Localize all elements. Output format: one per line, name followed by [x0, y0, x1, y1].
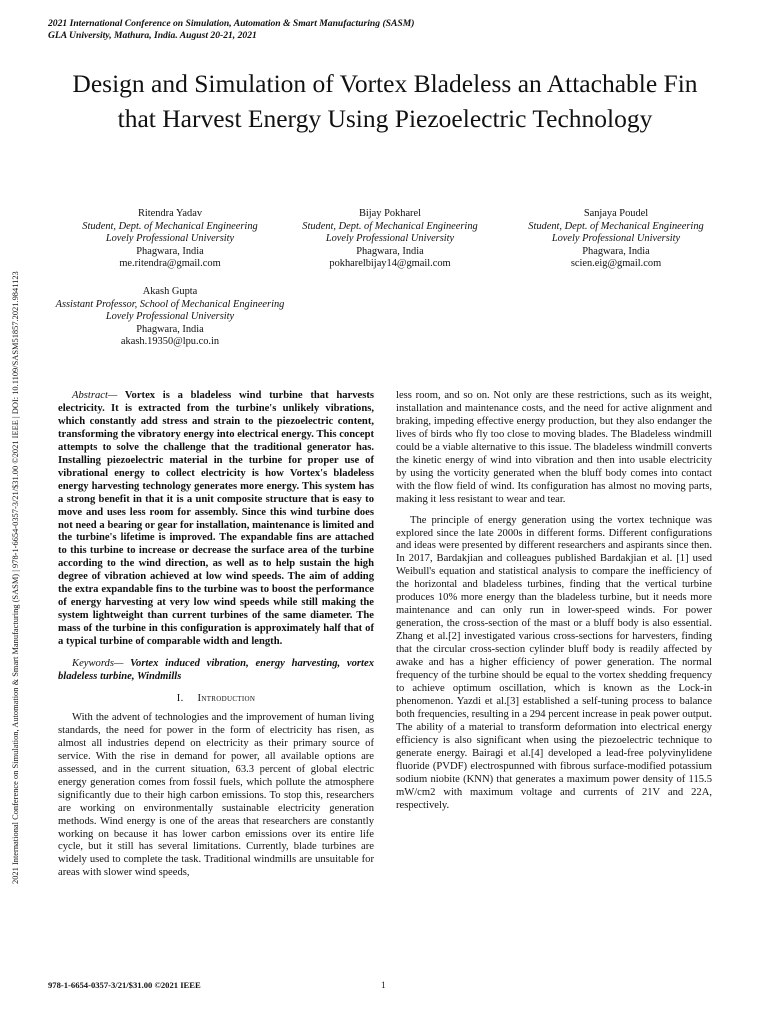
author-email: scien.eig@gmail.com [570, 258, 662, 270]
keywords-paragraph [58, 658, 374, 684]
author-role: Assistant Professor, School of Mechanical Engineering [55, 298, 285, 310]
body-paragraph: With the advent of technologies and the improvement of human living standards, the need for power in the form of electricity has risen, as almost all industries depend on electricity as their primary source of service. With the rise in demand for power, all available options are assessed, and in the current situation, 63.3 percent of global electric energy generation comes from fossil fuels, which pollute the atmosphere significantly due to their high carbon emissions. To stop this, researchers are working on environmentally sustainable electricity generation methods. Wind energy is one of the areas that researchers are constantly working on because it has lower carbon emissions over its entire life cycle, but it still has several limitations. Currently, blade turbines are widely used to complete the task. Traditional windmills are unsuitable for areas with slower wind speeds, [58, 711, 374, 879]
author-name: Sanjaya Poudel [583, 208, 649, 219]
author-block [270, 208, 510, 271]
author-role: Student, Dept. of Mechanical Engineering [82, 220, 258, 232]
page-number: 1 [381, 980, 386, 990]
keywords-lead: Keywords— [72, 658, 124, 670]
abstract-lead: Abstract— [72, 390, 118, 401]
conference-name: 2021 International Conference on Simulation, Automation & Smart Manufacturing (SASM) [48, 18, 415, 29]
author-block [494, 208, 738, 271]
author-location: Phagwara, India [356, 245, 424, 257]
abstract-text: Vortex is a bladeless wind turbine that harvests electricity. It is extracted from the turbine's unlikely vibrations, which constantly add stress and strain to the piezoelectric content, transforming the vibratory energy into electrical energy. This concept attempts to solve the challenge that the traditional generator has. Installing piezoelectric material in the turbine for proper use of vibrational energy to collect electricity is how Vortex's bladeless energy harvesting technology generates more energy. This system has a strong benefit in that it is a unit composite structure that is easy to move and uses less room for assembly. Since this wind turbine does not need a bearing or gear for installation, maintenance is limited and the turbine's lifetime is improved. The expandable fins are attached to this turbine to increase or decrease the surface area of the turbine according to the wind direction, as well as to help sustain the high degree of vibration achieved at low wind speeds. The aim of adding the extra expandable fins to the turbine was to boost the performance of energy harvesting at very low wind speeds while still making the system lightweight than current turbines of the same diameter. The mass of the turbine in this configuration is approximately half that of a typical turbine of comparable width and length. [58, 390, 374, 648]
section-title: Introduction [197, 692, 256, 704]
author-block [48, 286, 292, 349]
author-role: Student, Dept. of Mechanical Engineering [302, 220, 478, 232]
author-location: Phagwara, India [136, 245, 204, 257]
abstract-paragraph [58, 390, 374, 649]
author-location: Phagwara, India [582, 245, 650, 257]
right-column [396, 390, 712, 813]
section-heading [58, 693, 374, 706]
footer-isbn: 978-1-6654-0357-3/21/$31.00 ©2021 IEEE [48, 980, 201, 990]
author-block [48, 208, 292, 271]
doi-side-stamp: 2021 International Conference on Simulation, Automation & Smart Manufacturing (SASM) | 978-1-6654-0357-3/21/$31.00 ©2021 IEEE | DOI: 10.1109/SASM51857.2021.9841123 [11, 271, 20, 884]
left-column [58, 390, 374, 880]
conference-header [48, 18, 414, 42]
keywords-text: Vortex induced vibration, energy harvesting, vortex bladeless turbine, Windmills [58, 658, 374, 683]
author-email: pokharelbijay14@gmail.com [329, 258, 451, 270]
author-email: me.ritendra@gmail.com [119, 258, 221, 270]
body-paragraph: less room, and so on. Not only are these restrictions, such as its weight, installation and maintenance costs, and the need for active alignment and braking, impeding effective energy production, but they also endanger the lives of birds who fly too close to moving blades. The Bladeless windmill could be a viable alternative to this issue. The bladeless windmill converts the kinetic energy of wind into vibration and then into usable electricity by using the vorticity generated when the bluff body comes into contact with the flow field of wind. Its configuration has almost no moving parts, making it less resistant to wear and tear. [396, 390, 712, 505]
author-name: Akash Gupta [142, 286, 198, 297]
author-role: Student, Dept. of Mechanical Engineering [528, 220, 704, 232]
author-name: Bijay Pokharel [358, 208, 422, 219]
body-paragraph: The principle of energy generation using the vortex technique was explored since the late 2000s in different forms. Different configurations and ideas were presented by different researchers and aspirants since then. In 2017, Bardakjian and colleagues published Bardakjian et al. [1] used Weibull's equation and statistical analysis to compare the inefficiency of the horizontal and bladeless turbines, finding that the vertical turbine produces 10% more energy than the bladeless turbine, but it needs more maintenance and can only run in lower-speed winds. For power generation, the cross-section of the mast or a bluff body is also essential. Zhang et al.[2] investigated various cross-sections for harvesters, finding that the circular cross-section cylinder bluff body is readily affected by awake and has a higher efficiency of power generation. The normal frequency of the turbine should be equal to the vortex shedding frequency to achieve optimum oscillation, which is known as the Lock-in phenomenon. Yazdi et al.[3] established a self-tuning process to balance both frequencies, resulting in a 294 percent increase in peak power output. The ability of a material to transform deformation into electrical energy efficiency is also significant when using the piezoelectric technique to generate energy. Bairagi et al.[4] developed a lead-free polyvinylidene fluoride (PVDF) electrospunned with fibrous surface-modified potassium sodium niobite (KNN) that generates a maximum power density of 115.5 mW/cm2 with maximum voltage and currents of 21V and 22A, respectively. [396, 514, 712, 811]
author-affiliation: Lovely Professional University [105, 233, 235, 245]
author-email: akash.19350@lpu.co.in [120, 336, 220, 348]
author-affiliation: Lovely Professional University [325, 233, 455, 245]
conference-venue: GLA University, Mathura, India. August 20-21, 2021 [48, 30, 257, 41]
author-affiliation: Lovely Professional University [551, 233, 681, 245]
paper-title: Design and Simulation of Vortex Bladeless an Attachable Fin that Harvest Energy Using Piezoelectric Technology [72, 69, 698, 133]
section-number: I. [176, 692, 184, 704]
author-location: Phagwara, India [136, 323, 204, 335]
author-name: Ritendra Yadav [137, 208, 203, 219]
author-affiliation: Lovely Professional University [105, 311, 235, 323]
